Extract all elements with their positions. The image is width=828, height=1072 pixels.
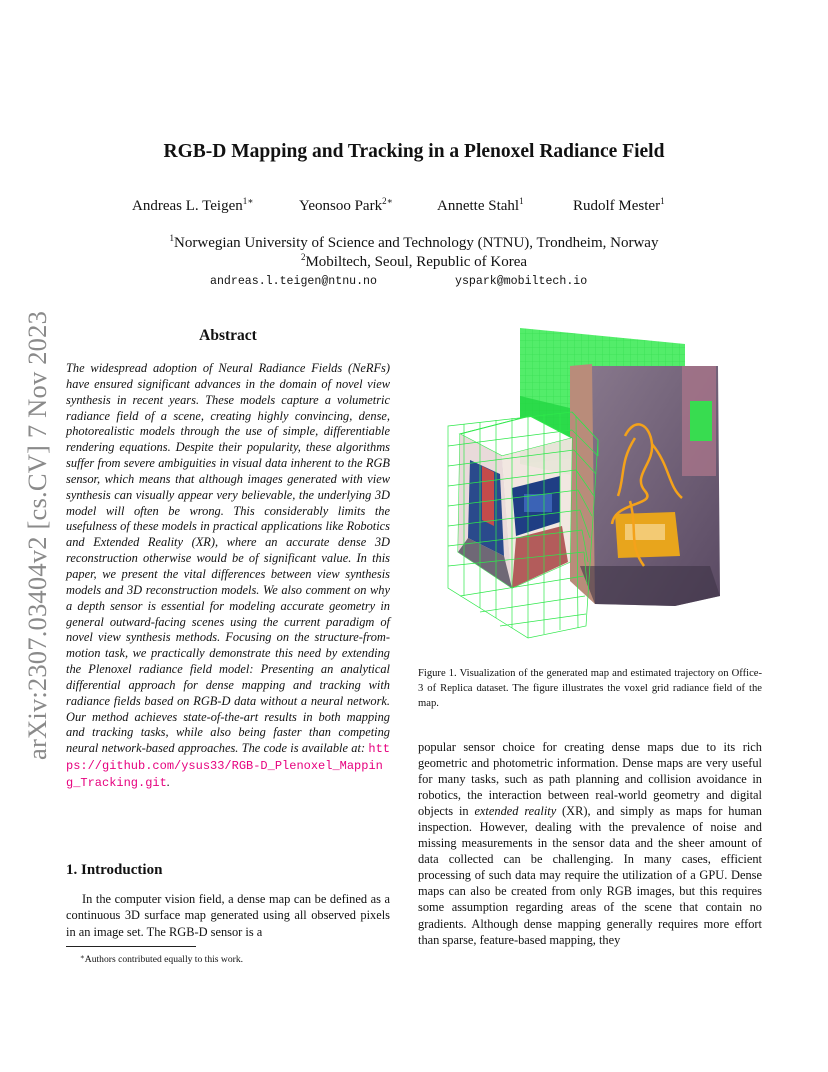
section-heading-introduction: 1. Introduction bbox=[66, 862, 163, 878]
author-name: Annette Stahl bbox=[437, 198, 520, 214]
voxel-cube bbox=[458, 416, 572, 588]
author-marker: 1∗ bbox=[242, 196, 254, 206]
author-3 bbox=[437, 196, 524, 215]
abstract-end: . bbox=[166, 774, 170, 789]
affiliation-2 bbox=[0, 252, 828, 271]
footnote-text: Authors contributed equally to this work. bbox=[84, 954, 244, 965]
author-name: Yeonsoo Park bbox=[299, 198, 383, 214]
affiliation-marker: 1 bbox=[169, 233, 175, 243]
abstract-heading: Abstract bbox=[199, 327, 257, 344]
author-name: Rudolf Mester bbox=[573, 198, 661, 214]
voxel-map-illustration bbox=[420, 326, 760, 660]
abstract-body: The widespread adoption of Neural Radiance Fields (NeRFs) have ensured significant advances in the domain of novel view synthesis in recent years. These models capture a volumetric radiance field of a scene, creating highly convincing, dense, photorealistic models through the use of simple, differentiable rendering equations. Despite their popularity, these algorithms suffer from severe ambiguities in visual data inherent to the RGB sensor, which means that although images generated with view synthesis can visually appear very believable, the underlying 3D model will often be wrong. This considerably limits the usefulness of these models in practical applications like Robotics and Extended Reality (XR), where an accurate dense 3D reconstruction otherwise would be of significant value. In this paper, we present the vital differences between view synthesis models and 3D reconstruction models. We also comment on why a depth sensor is essential for modeling accurate geometry in general outward-facing scenes using the current paradigm of novel view synthesis methods. Focusing on the structure-from-motion task, we practically demonstrate this need by extending the Plenoxel radiance field model: Presenting an analytical differential approach for dense mapping and tracking with radiance fields based on RGB-D data without a neural network. Our method achieves state-of-the-art results in both mapping and tracking tasks, while also being faster than competing neural network-based approaches. The code is available at: bbox=[66, 361, 390, 756]
footnote-marker: ∗ bbox=[80, 953, 85, 961]
introduction-text: In the computer vision field, a dense map can be defined as a continuous 3D surface map generated using all observed pixels in an image set. The RGB-D sensor is a bbox=[66, 892, 390, 939]
footnote bbox=[80, 953, 243, 965]
author-2 bbox=[299, 196, 393, 215]
author-marker: 1 bbox=[660, 196, 665, 206]
affiliation-1 bbox=[0, 233, 828, 252]
introduction-continued bbox=[418, 739, 762, 948]
author-name: Andreas L. Teigen bbox=[132, 198, 243, 214]
paper-title: RGB-D Mapping and Tracking in a Plenoxel Radiance Field bbox=[163, 141, 665, 162]
room-desk-item bbox=[625, 524, 665, 540]
code-link[interactable]: https://github.com/ysus33/RGB-D_Plenoxel_Mapping_Tracking.git bbox=[66, 742, 390, 790]
email-1[interactable]: andreas.l.teigen@ntnu.no bbox=[210, 275, 377, 288]
abstract-text bbox=[66, 361, 390, 792]
room-floor-shadow bbox=[580, 566, 720, 606]
room-cabinet bbox=[690, 401, 712, 441]
affiliation-marker: 2 bbox=[300, 252, 306, 262]
emphasis-term: extended reality bbox=[474, 804, 557, 819]
author-marker: 2∗ bbox=[382, 196, 393, 206]
author-1 bbox=[132, 196, 253, 215]
figure-1-image bbox=[420, 326, 760, 660]
author-marker: 1 bbox=[519, 196, 524, 206]
email-2[interactable]: yspark@mobiltech.io bbox=[455, 275, 588, 288]
body-text: (XR), and simply as maps for human inspection. However, dealing with the prevalence of noise and missing measurements in the sensor data and the sheer amount of data collected can be challenging. In many cases, efficient processing of such data may require the utilization of a GPU. Dense maps can also be created from only RGB images, but this requires some assumption regarding areas of the scene that contain no gradients. Although dense mapping generally requires more effort than sparse, feature-based mapping, they bbox=[418, 804, 762, 947]
affiliation-text: Norwegian University of Science and Technology (NTNU), Trondheim, Norway bbox=[174, 235, 659, 251]
body-text: popular sensor choice for creating dense maps due to its rich geometric and photometric information. Dense maps are very useful for many tasks, such as path planning and collision avoidance in robotics, the interaction between real-world geometry and digital objects in bbox=[418, 740, 762, 819]
figure-1-caption: Figure 1. Visualization of the generated map and estimated trajectory on Office-3 of Replica dataset. The figure illustrates the voxel grid radiance field of the map. bbox=[418, 668, 762, 710]
arxiv-identifier: arXiv:2307.03404v2 [cs.CV] 7 Nov 2023 bbox=[22, 310, 52, 760]
footnote-rule bbox=[66, 946, 196, 947]
affiliation-text: Mobiltech, Seoul, Republic of Korea bbox=[305, 254, 528, 270]
author-4 bbox=[573, 196, 665, 215]
